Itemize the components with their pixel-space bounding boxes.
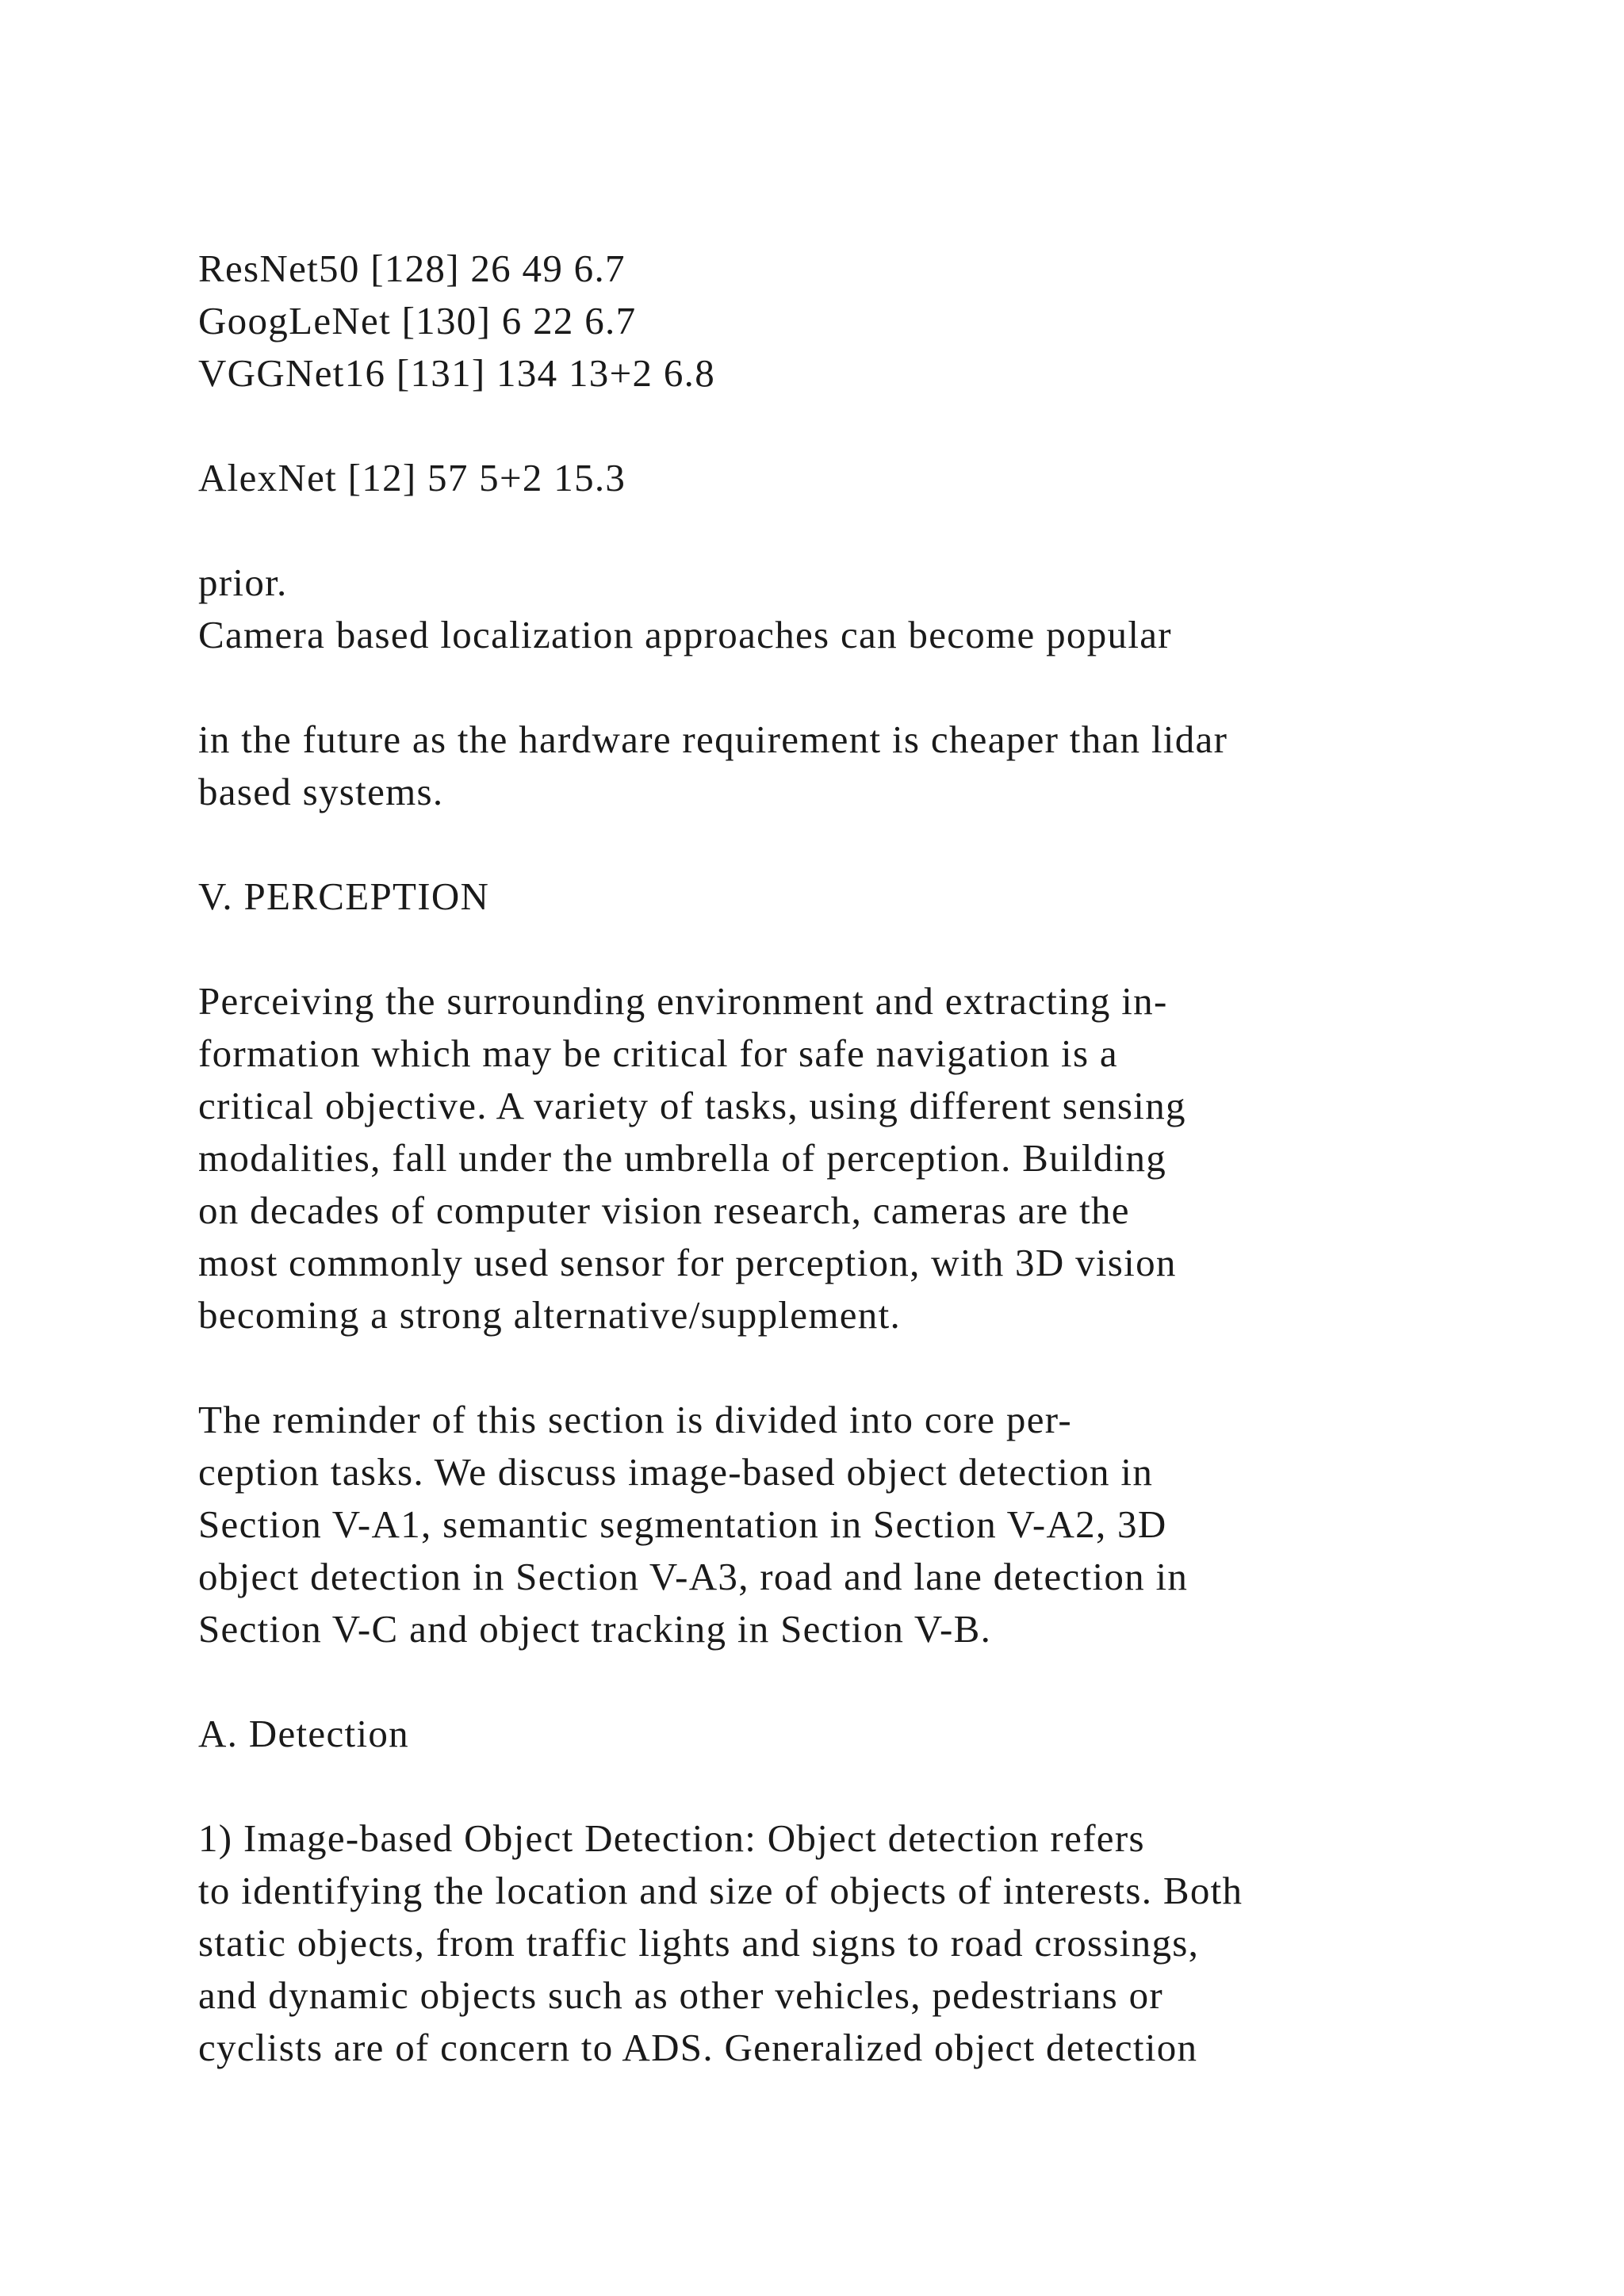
- subsection-heading-detection: A. Detection: [198, 1712, 409, 1755]
- detection-paragraph-line: 1) Image-based Object Detection: Object detection refers: [198, 1816, 1145, 1860]
- camera-localization-line: Camera based localization approaches can become popular: [198, 613, 1172, 656]
- reminder-paragraph-line: Section V-A1, semantic segmentation in Section V-A2, 3D: [198, 1502, 1167, 1546]
- spacer: [198, 1760, 1562, 1812]
- perception-paragraph-line: formation which may be critical for safe navigation is a: [198, 1031, 1118, 1075]
- section-heading-perception: V. PERCEPTION: [198, 874, 490, 918]
- perception-paragraph-line: most commonly used sensor for perception, with 3D vision: [198, 1241, 1177, 1284]
- detection-paragraph-line: cyclists are of concern to ADS. Generalized object detection: [198, 2026, 1198, 2069]
- future-line-2: based systems.: [198, 770, 444, 813]
- perception-paragraph-line: Perceiving the surrounding environment and extracting in-: [198, 979, 1168, 1023]
- reminder-paragraph-line: Section V-C and object tracking in Section V-B.: [198, 1607, 992, 1651]
- detection-paragraph-line: static objects, from traffic lights and signs to road crossings,: [198, 1921, 1200, 1965]
- table-row-resnet50: ResNet50 [128] 26 49 6.7: [198, 247, 626, 290]
- perception-paragraph-line: on decades of computer vision research, cameras are the: [198, 1188, 1130, 1232]
- spacer: [198, 661, 1562, 714]
- perception-paragraph-line: becoming a strong alternative/supplement.: [198, 1293, 902, 1337]
- perception-paragraph-line: modalities, fall under the umbrella of perception. Building: [198, 1136, 1167, 1180]
- prior-line: prior.: [198, 561, 288, 604]
- table-row-alexnet: AlexNet [12] 57 5+2 15.3: [198, 456, 626, 499]
- spacer: [198, 400, 1562, 452]
- table-row-vggnet16: VGGNet16 [131] 134 13+2 6.8: [198, 351, 716, 395]
- table-row-googlenet: GoogLeNet [130] 6 22 6.7: [198, 299, 637, 342]
- perception-paragraph-line: critical objective. A variety of tasks, using different sensing: [198, 1084, 1186, 1127]
- reminder-paragraph-line: The reminder of this section is divided into core per-: [198, 1398, 1072, 1441]
- detection-paragraph-line: and dynamic objects such as other vehicles, pedestrians or: [198, 1973, 1164, 2017]
- document-text: [198, 243, 1562, 2074]
- reminder-paragraph-line: ception tasks. We discuss image-based object detection in: [198, 1450, 1154, 1494]
- spacer: [198, 1341, 1562, 1394]
- future-line-1: in the future as the hardware requirement is cheaper than lidar: [198, 718, 1228, 761]
- spacer: [198, 1655, 1562, 1708]
- spacer: [198, 923, 1562, 975]
- spacer: [198, 504, 1562, 557]
- reminder-paragraph-line: object detection in Section V-A3, road and lane detection in: [198, 1555, 1189, 1598]
- spacer: [198, 818, 1562, 871]
- detection-paragraph-line: to identifying the location and size of objects of interests. Both: [198, 1869, 1243, 1912]
